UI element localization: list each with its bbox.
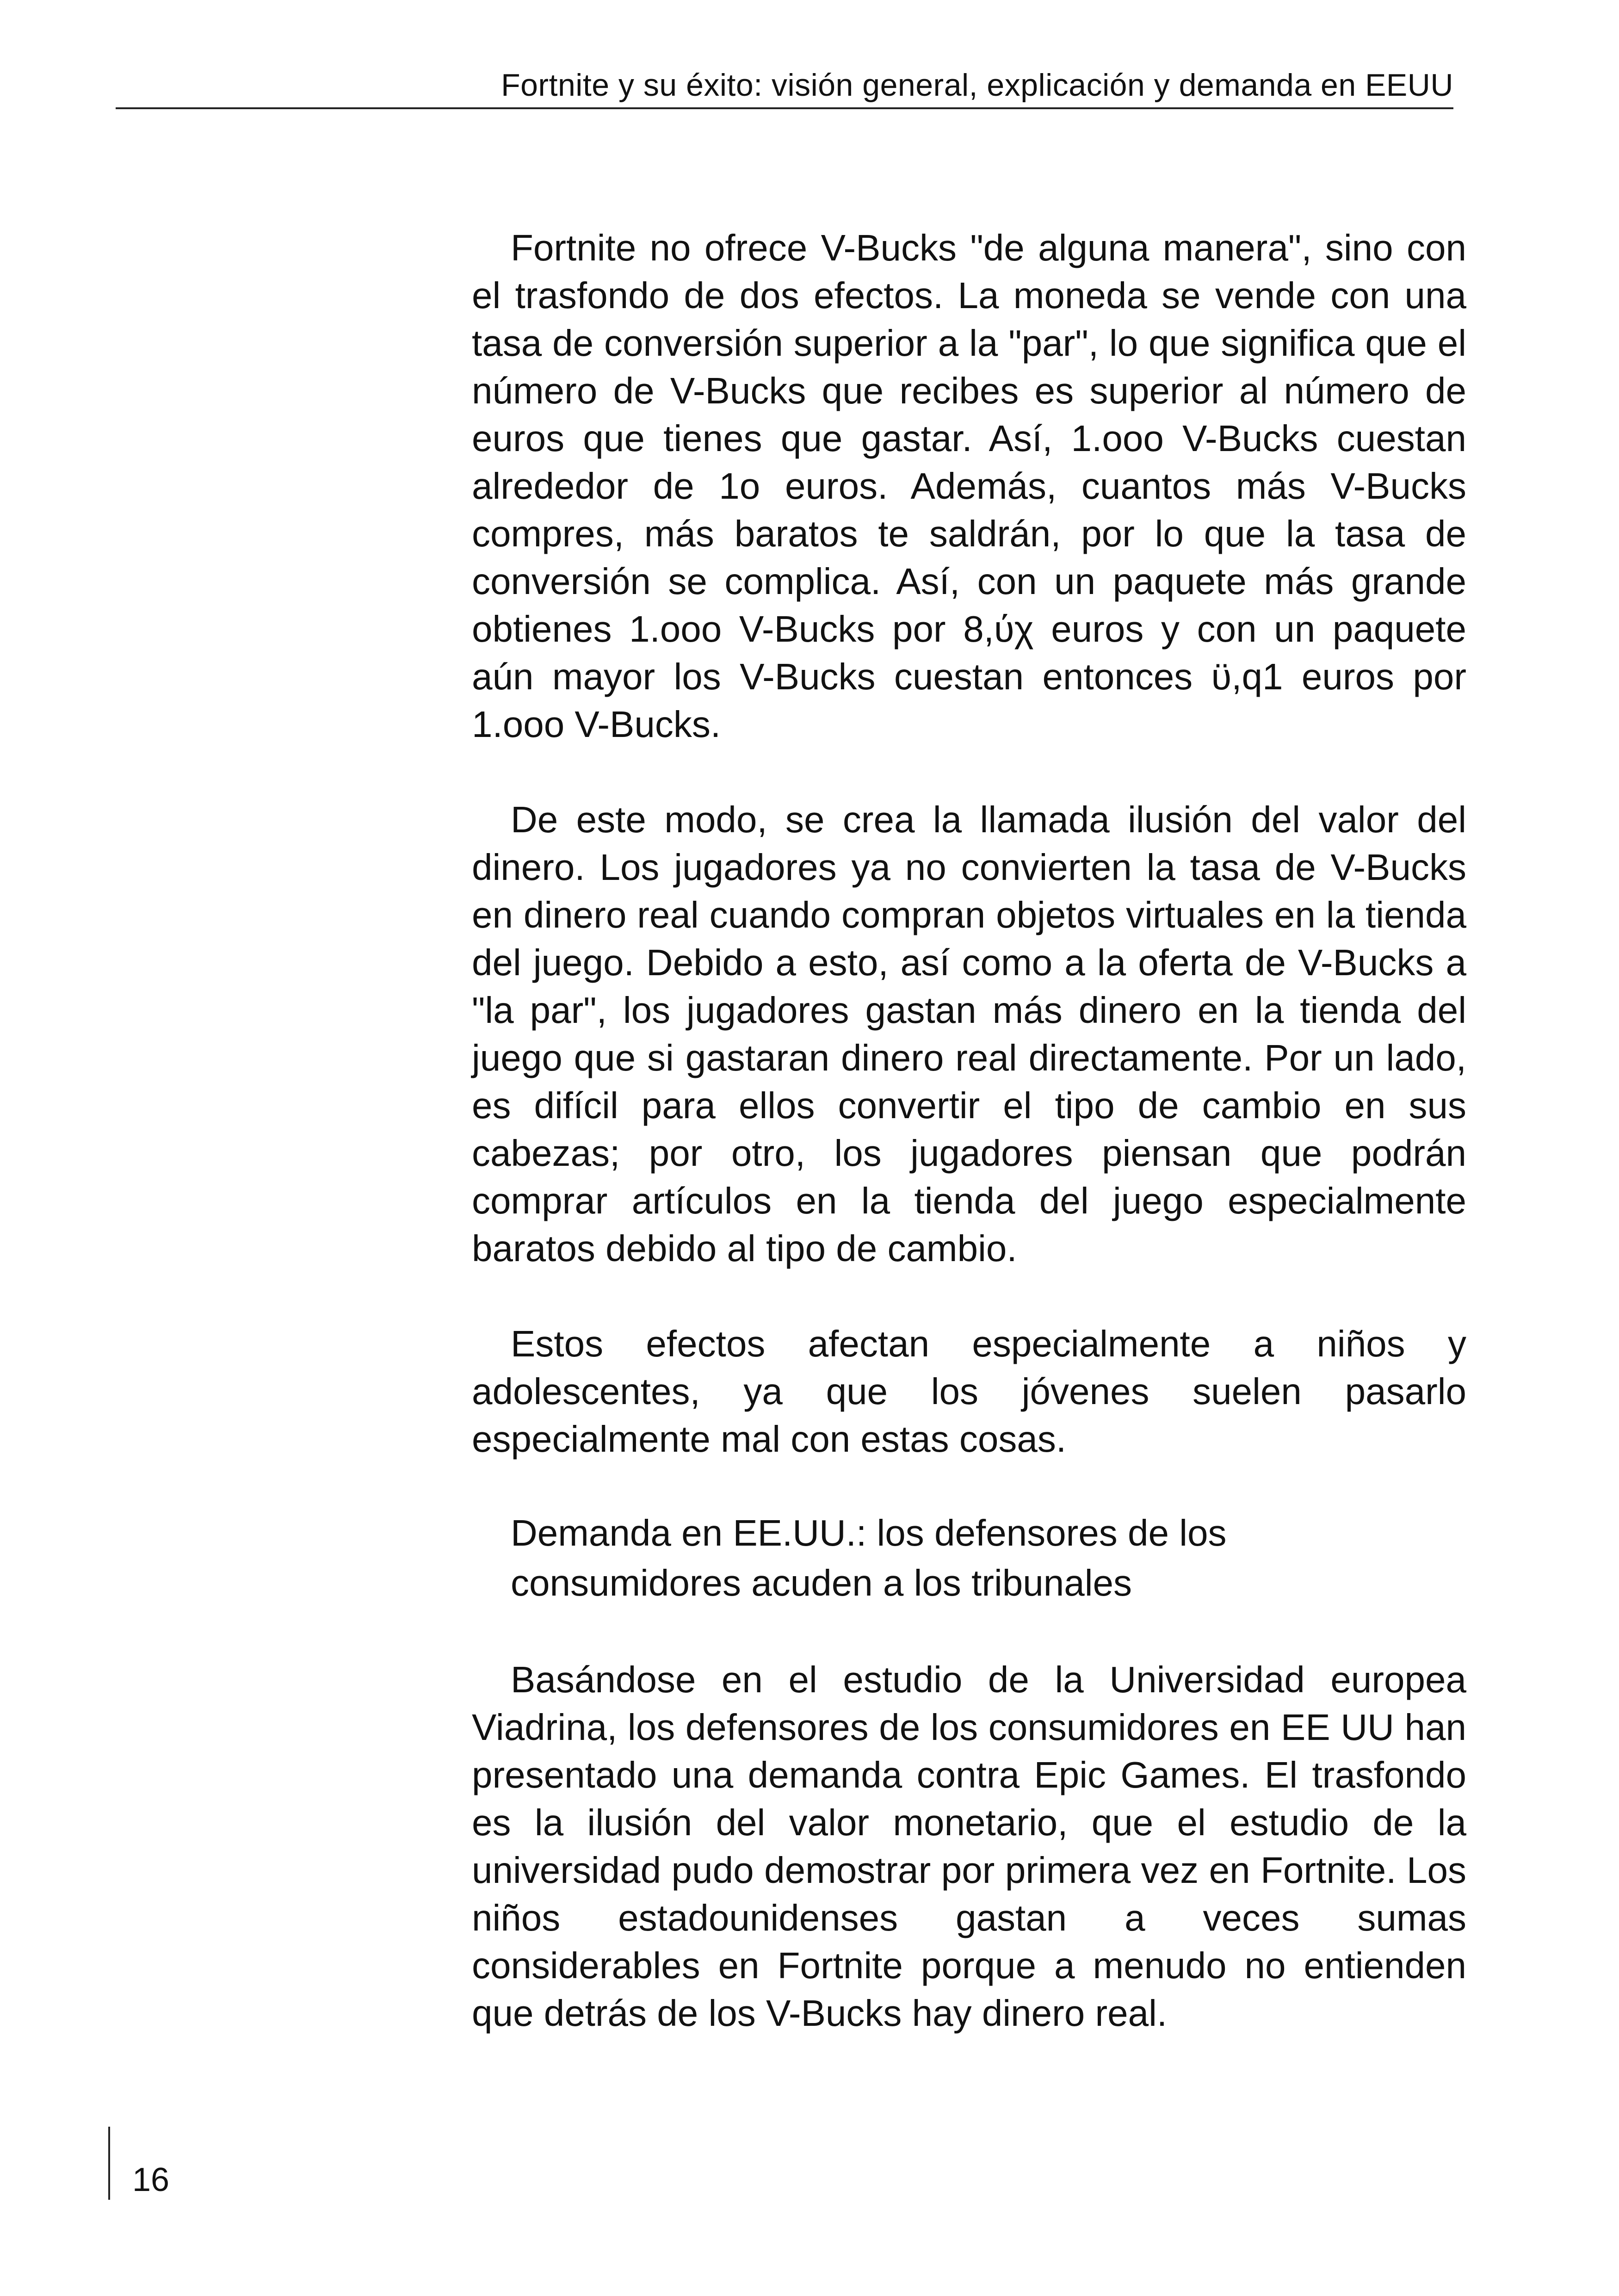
header-rule xyxy=(116,107,1453,109)
page-number: 16 xyxy=(132,2161,170,2198)
paragraph-children-effects: Estos efectos afectan especialmente a niños y adolescentes, ya que los jóvenes suelen pasarlo especialmente mal con estas cosas. xyxy=(472,1323,1466,1460)
running-header: Fortnite y su éxito: visión general, explicación y demanda en EEUU xyxy=(501,68,1453,103)
section-heading: Demanda en EE.UU.: los defensores de los consumidores acuden a los tribunales xyxy=(511,1512,1227,1603)
page-number-rule xyxy=(108,2127,110,2200)
paragraph-vbucks-conversion: Fortnite no ofrece V-Bucks "de alguna manera", sino con el trasfondo de dos efectos. La moneda se vende con una tasa de conversión superior a la "par", lo que significa que el número de V-Bucks que recibes es superior al número de euros que tienes que gastar. Así, 1.ooo V-Bucks cuestan alrededor de 1o euros. Además, cuantos más V-Bucks compres, más baratos te saldrán, por lo que la tasa de conversión se complica. Así, con un paquete más grande obtienes 1.ooo V-Bucks por 8,ύχ euros y con un paquete aún mayor los V-Bucks cuestan entonces ϋ,q1 euros por 1.ooo V-Bucks. xyxy=(472,227,1466,745)
paragraph-lawsuit: Basándose en el estudio de la Universidad europea Viadrina, los defensores de los consumidores en EE UU han presentado una demanda contra Epic Games. El trasfondo es la ilusión del valor monetario, que el estudio de la universidad pudo demostrar por primera vez en Fortnite. Los niños estadounidenses gastan a veces sumas considerables en Fortnite porque a menudo no entienden que detrás de los V-Bucks hay dinero real. xyxy=(472,1659,1466,2034)
main-text xyxy=(472,224,1466,2037)
paragraph-money-illusion: De este modo, se crea la llamada ilusión del valor del dinero. Los jugadores ya no convierten la tasa de V-Bucks en dinero real cuando compran objetos virtuales en la tienda del juego. Debido a esto, así como a la oferta de V-Bucks a "la par", los jugadores gastan más dinero en la tienda del juego que si gastaran dinero real directamente. Por un lado, es difícil para ellos convertir el tipo de cambio en sus cabezas; por otro, los jugadores piensan que podrán comprar artículos en la tienda del juego especialmente baratos debido al tipo de cambio. xyxy=(472,799,1466,1269)
